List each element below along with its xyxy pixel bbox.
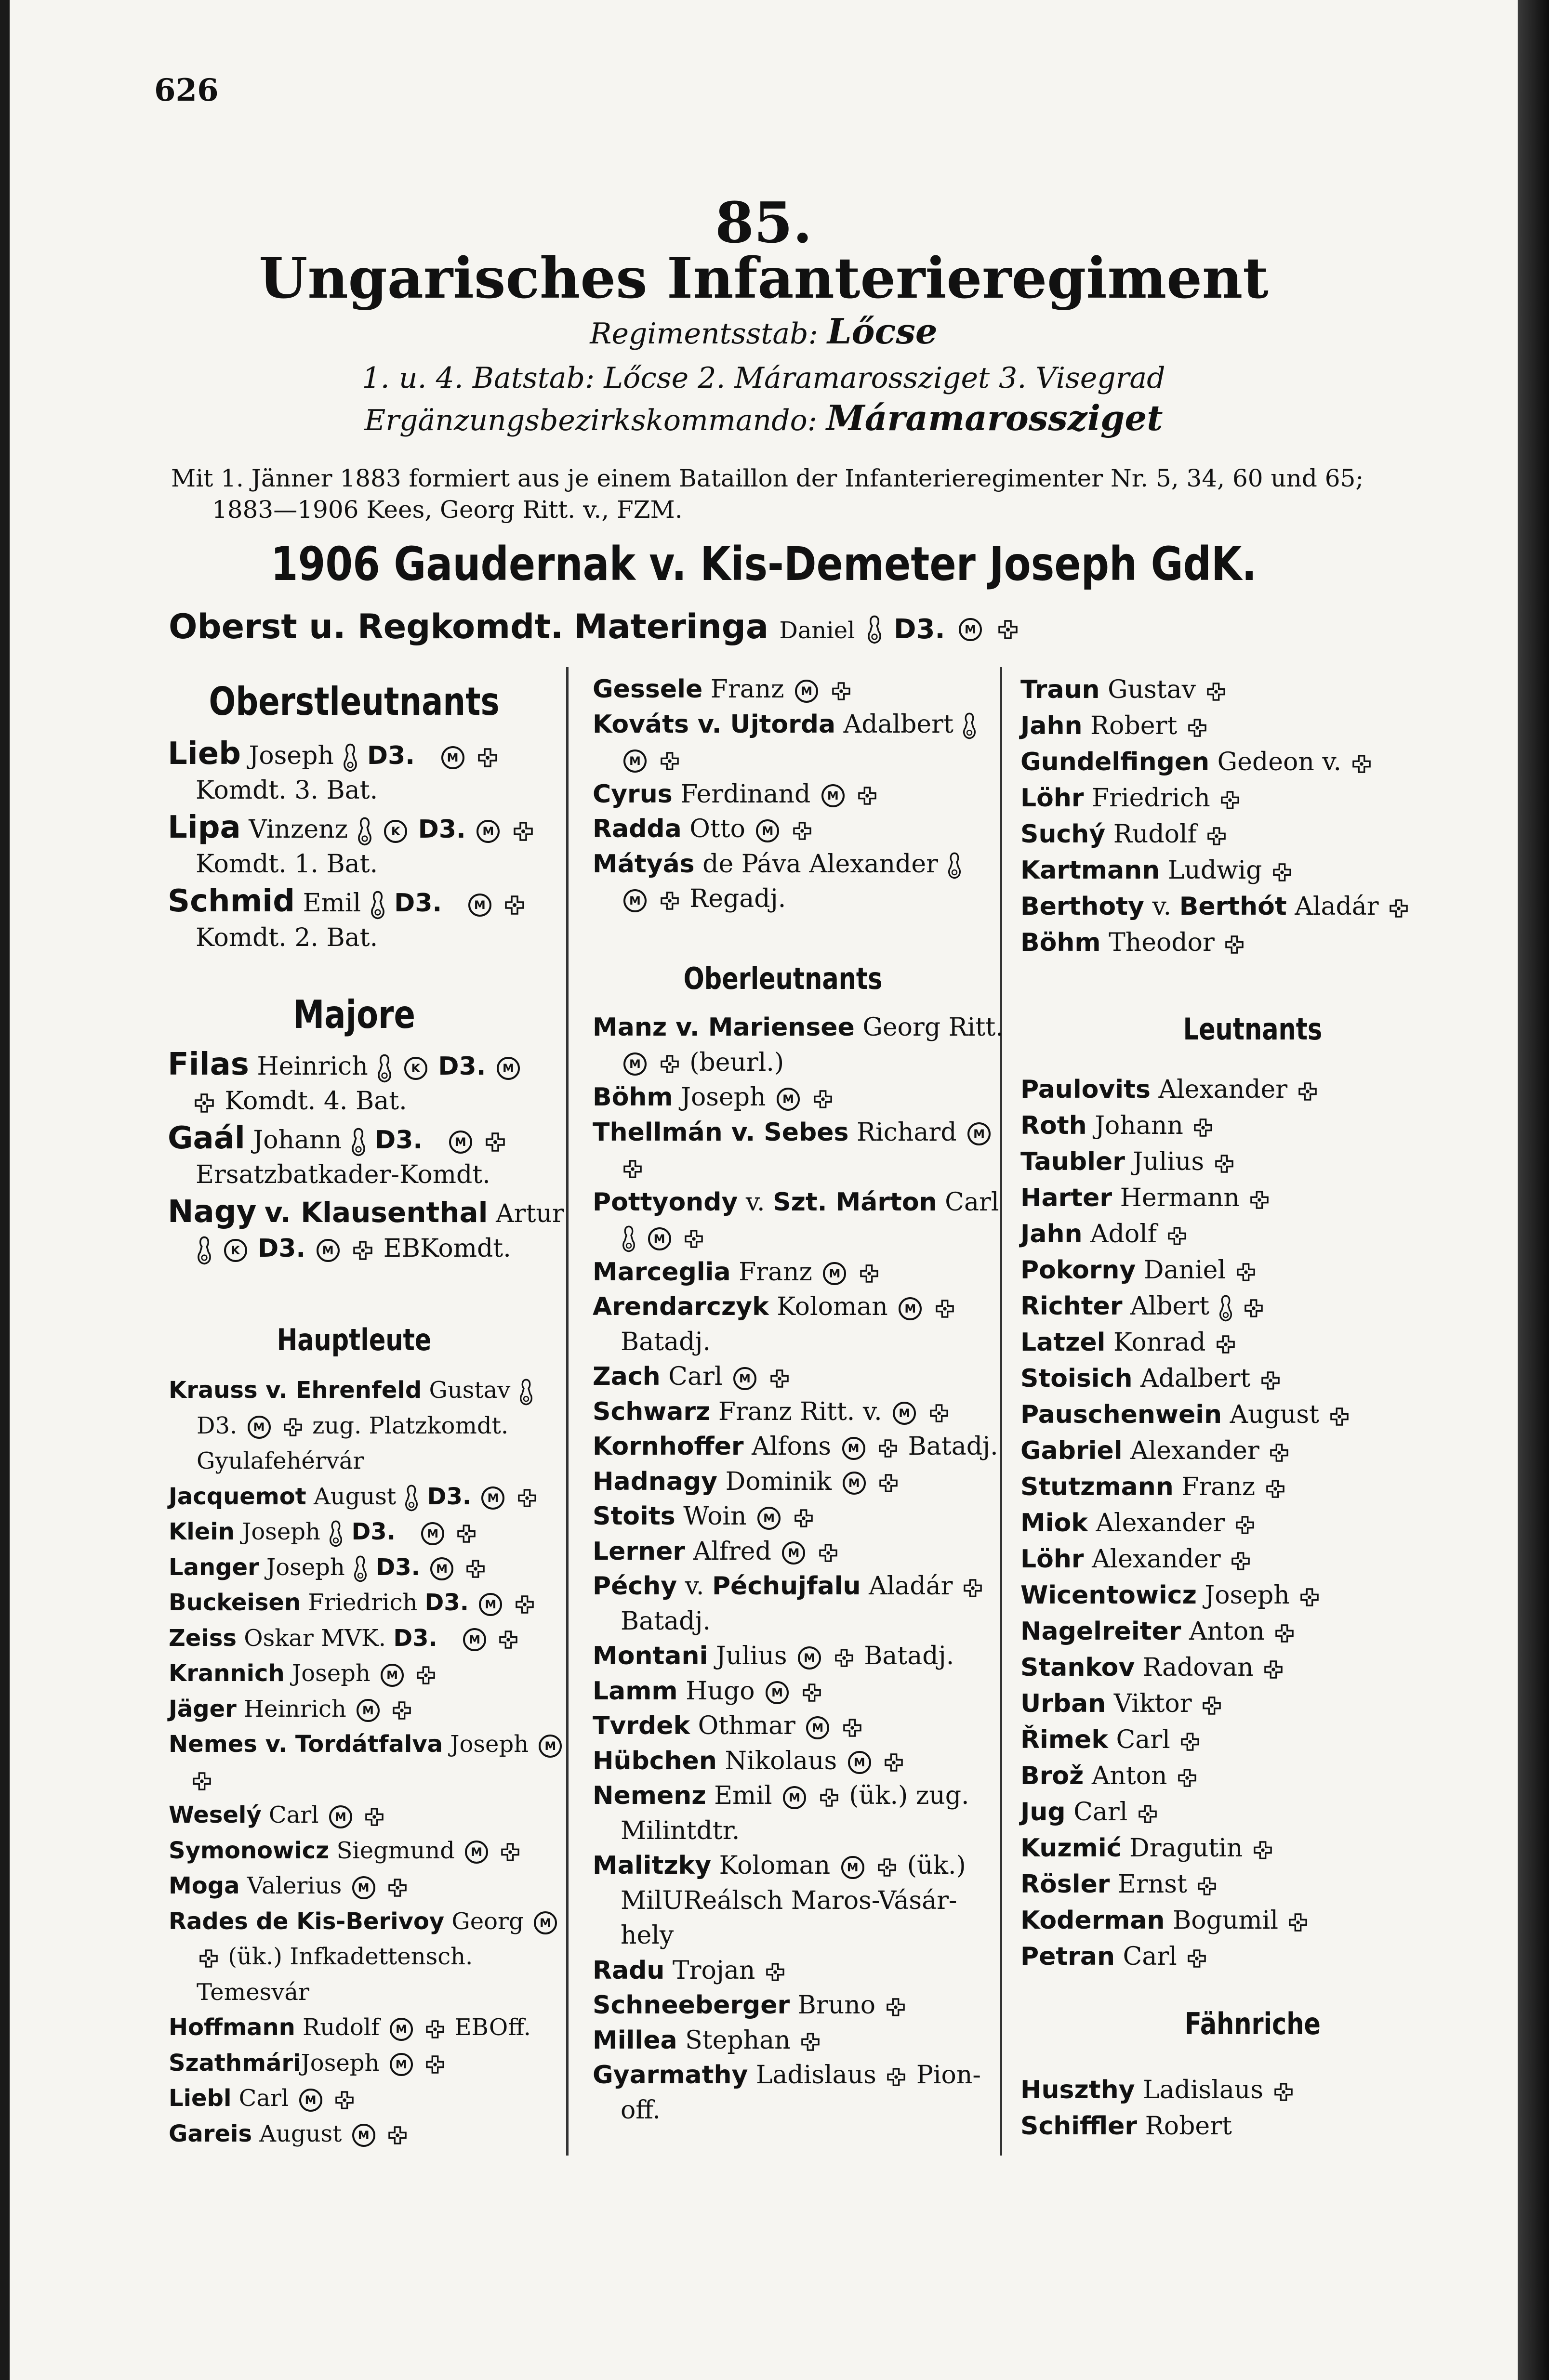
cross-decoration-icon [835,1649,853,1667]
m-medal-icon: M [733,1367,756,1390]
list-item: Gabriel Alexander [1020,1433,1502,1469]
list-item: Paulovits Alexander [1020,1072,1502,1108]
list-item: Suchý Rudolf [1020,816,1502,853]
list-item: Zach Carl M [593,1359,997,1394]
list-item: Löhr Friedrich [1020,780,1502,816]
cross-decoration-icon [335,2091,354,2109]
m-medal-icon: M [352,2124,375,2147]
ribbon-decoration-icon [328,1520,344,1548]
cross-decoration-icon [417,1666,435,1684]
list-item: Gyarmathy Ladislaus Pion- [593,2061,981,2090]
m-medal-icon: M [317,1239,340,1262]
m-medal-icon: M [299,2089,322,2112]
ribbon-decoration-icon [350,1127,367,1157]
m-medal-icon: M [497,1057,520,1080]
list-item: Schmid Emil D3. M [168,882,563,920]
cross-decoration-icon [832,682,850,700]
cross-decoration-icon [1264,1660,1283,1679]
ribbon-decoration-icon [196,1236,213,1265]
m-medal-icon: M [795,680,818,703]
cross-decoration-icon [964,1579,982,1597]
ribbon-decoration-icon [866,615,883,644]
m-medal-icon: M [841,1856,864,1879]
list-item: Lerner Alfred M [593,1534,997,1569]
column-divider-1 [566,667,569,2156]
m-medal-icon: M [463,1628,486,1651]
cross-decoration-icon [388,2126,407,2144]
list-item: Kornhoffer Alfons M Batadj. [593,1432,998,1461]
list-item-detail: M Regadj. [593,881,997,917]
cross-decoration-icon [516,1595,534,1614]
list-item: Cyrus Ferdinand M [593,777,997,812]
list-item: Lamm Hugo M [593,1674,997,1709]
cross-decoration-icon [814,1090,832,1108]
list-item-detail: M (beurl.) [593,1045,997,1080]
m-medal-icon: M [381,1664,404,1687]
oberst-name: Materinga [574,607,769,646]
cross-decoration-icon [661,1055,679,1073]
cross-decoration-icon [998,620,1018,639]
faehnriche-list [1020,2072,1502,2144]
ribbon-decoration-icon [369,890,386,920]
list-item: Traun Gustav [1020,672,1502,708]
m-medal-icon: M [623,750,647,773]
cross-decoration-icon [1168,1227,1186,1245]
list-item: Richter Albert [1020,1289,1502,1325]
cross-decoration-icon [661,752,679,770]
m-medal-icon: M [468,894,491,917]
col3-oberleutnants-list [1020,672,1502,961]
m-medal-icon: M [959,618,982,641]
ribbon-decoration-icon [946,852,963,880]
ergaenzung-line [10,397,1518,438]
list-item: Pauschenwein August [1020,1397,1502,1433]
m-medal-icon: M [421,1522,444,1545]
cross-decoration-icon [936,1300,954,1318]
list-item: Manz v. Mariensee Georg Ritt. [593,1013,1004,1042]
cross-decoration-icon [661,892,679,910]
cross-decoration-icon [879,1439,897,1458]
m-medal-icon: M [357,1699,380,1722]
cross-decoration-icon [1215,1155,1233,1173]
document-page [10,0,1518,2380]
list-item: Latzel Konrad [1020,1325,1502,1361]
cross-decoration-icon [1266,1480,1284,1498]
m-medal-icon: M [783,1786,806,1809]
m-medal-icon: M [329,1805,352,1828]
cross-decoration-icon [1194,1118,1212,1137]
cross-decoration-icon [1270,1444,1288,1462]
m-medal-icon: M [477,820,500,843]
ribbon-decoration-icon [352,1555,369,1583]
heading-faehnriche: Fähnriche [1185,2006,1321,2041]
battalion-staff-line: 1. u. 4. Batstab: Lőcse 2. Máramarossziget 3. Visegrad [362,361,1165,395]
cross-decoration-icon [879,1474,898,1492]
list-item: Weselý Carl M [169,1798,564,1833]
list-item: Gundelfingen Gedeon v. [1020,744,1502,780]
majore-list [168,1045,563,1266]
m-medal-icon: M [782,1541,805,1565]
list-item: Stankov Radovan [1020,1650,1502,1686]
list-item: Rösler Ernst [1020,1867,1502,1903]
m-medal-icon: M [967,1122,991,1145]
cross-decoration-icon [887,1998,905,2016]
list-item-detail: D3. M zug. Platzkomdt. [197,1412,509,1439]
list-item-detail: Komdt. 1. Bat. [196,850,378,879]
list-item: Petran Carl [1020,1939,1502,1975]
cross-decoration-icon [685,1230,703,1248]
list-item: Řimek Carl [1020,1722,1502,1758]
cross-decoration-icon [1289,1913,1307,1932]
cross-decoration-icon [393,1701,411,1720]
ribbon-decoration-icon [403,1484,420,1512]
list-item-detail: K D3. M EBKomdt. [168,1231,563,1266]
list-item: Moga Valerius M [169,1868,564,1904]
oberst-firstname: Daniel [779,617,855,644]
list-item-detail [593,1150,997,1185]
cross-decoration-icon [1274,2083,1293,2101]
cross-decoration-icon [486,1132,505,1152]
list-item: Stoisich Adalbert [1020,1361,1502,1397]
list-item: Mátyás de Páva Alexander [593,847,997,882]
cross-decoration-icon [766,1963,784,1981]
cross-decoration-icon [1250,1191,1269,1209]
m-medal-icon: M [248,1416,271,1439]
cross-decoration-icon [499,1630,517,1649]
list-item-detail: Ersatzbatkader-Komdt. [196,1160,490,1189]
m-medal-icon: M [823,1262,846,1285]
list-item: Wicentowicz Joseph [1020,1578,1502,1614]
list-item: Harter Hermann [1020,1180,1502,1216]
list-item: Jug Carl [1020,1794,1502,1830]
cross-decoration-icon [1275,1624,1294,1643]
list-item-detail: Komdt. 4. Bat. [168,1084,563,1119]
regiment-inhaber: 1906 Gaudernak v. Kis-Demeter Joseph GdK. [270,537,1257,591]
cross-decoration-icon [426,2055,444,2074]
list-item: Huszthy Ladislaus [1020,2072,1502,2108]
list-item: Koderman Bogumil [1020,1903,1502,1939]
list-item: Urban Viktor [1020,1686,1502,1722]
cross-decoration-icon [353,1241,372,1260]
m-medal-icon: M [806,1716,829,1739]
list-item-detail: (ük.) Infkadettensch. [169,1939,564,1975]
list-item: Nemes v. Tordátfalva Joseph M [169,1727,564,1762]
list-item-detail: Batadj. [621,1606,711,1636]
ribbon-decoration-icon [376,1053,393,1083]
cross-decoration-icon [1207,683,1225,701]
cross-decoration-icon [505,895,524,915]
list-item: Malitzky Koloman M (ük.) [593,1851,966,1880]
list-item: Zeiss Oskar MVK. D3. M [169,1621,564,1657]
cross-decoration-icon [426,2020,444,2038]
cross-decoration-icon [1236,1516,1254,1534]
m-medal-icon: M [441,746,464,769]
list-item: Brož Anton [1020,1758,1502,1794]
page-number: 626 [154,72,219,108]
cross-decoration-icon [1188,719,1206,737]
cross-decoration-icon [195,1093,214,1113]
cross-decoration-icon [819,1544,837,1562]
m-medal-icon: M [848,1751,871,1774]
cross-decoration-icon [878,1858,896,1877]
list-item: Böhm Joseph M [593,1080,997,1115]
cross-decoration-icon [1298,1082,1317,1101]
list-item: Gessele Franz M [593,672,997,707]
cross-decoration-icon [365,1808,384,1826]
cross-decoration-icon [803,1683,821,1702]
cross-decoration-icon [284,1418,302,1436]
list-item-detail: MilUReálsch Maros-Vásár- [621,1886,957,1915]
m-medal-icon: M [390,2018,413,2041]
cross-decoration-icon [860,1264,878,1283]
list-item: Radu Trojan [593,1953,997,1988]
list-item-detail: Komdt. 3. Bat. [196,776,378,805]
m-medal-icon: M [390,2053,413,2076]
oberst-d3: D3. [893,614,945,645]
history-line-2: 1883—1906 Kees, Georg Ritt. v., FZM. [212,496,683,524]
cross-decoration-icon [478,748,497,767]
m-medal-icon: M [648,1227,671,1250]
list-item: Pokorny Daniel [1020,1252,1502,1289]
list-item: Nagelreiter Anton [1020,1614,1502,1650]
list-item: Roth Johann [1020,1108,1502,1144]
list-item-detail: off. [621,2095,661,2125]
ergaenzung-label: Ergänzungsbezirkskommando: [364,404,817,437]
col2-list-top [593,672,997,917]
list-item: Schwarz Franz Ritt. v. M [593,1394,997,1430]
m-medal-icon: M [843,1472,866,1495]
cross-decoration-icon [1217,1335,1235,1354]
cross-decoration-icon [1207,827,1226,845]
m-medal-icon: M [821,784,845,807]
heading-leutnants: Leutnants [1183,1012,1323,1047]
list-item-detail: Batadj. [621,1327,711,1356]
list-item: Krannich Joseph M [169,1656,564,1692]
list-item: Rades de Kis-Berivoy Georg M [169,1904,564,1940]
list-item: Klein Joseph D3. M [169,1514,564,1550]
oberleutnants-list [593,1010,1004,2128]
list-item: Miok Alexander [1020,1505,1502,1541]
list-item: Kuzmić Dragutin [1020,1830,1502,1867]
list-item-detail [169,1762,564,1798]
list-item: Tvrdek Othmar M [593,1709,997,1744]
list-item: Taubler Julius [1020,1144,1502,1180]
cross-decoration-icon [388,1879,407,1897]
history-line-1: Mit 1. Jänner 1883 formiert aus je einem Bataillon der Infanterieregimenter Nr. 5, 34, 60 und 65; [171,464,1364,492]
cross-decoration-icon [793,822,811,840]
list-item-detail [593,1220,997,1255]
ribbon-decoration-icon [961,712,978,740]
m-medal-icon: M [623,889,647,912]
m-medal-icon: M [534,1911,557,1934]
cross-decoration-icon [1203,1696,1221,1715]
leutnants-list [1020,1072,1502,1975]
m-medal-icon: M [430,1557,453,1580]
list-item: SzathmáriJoseph M [169,2046,564,2081]
cross-decoration-icon [457,1525,476,1543]
m-medal-icon: M [899,1297,922,1320]
list-item-detail: Milintdtr. [621,1816,740,1845]
list-item: Filas Heinrich K D3. M [168,1045,563,1084]
cross-decoration-icon [820,1788,838,1807]
regiment-title: Ungarisches Infanterieregiment [259,246,1269,311]
oberst-label: Oberst u. Regkomdt. [169,607,564,646]
cross-decoration-icon [843,1719,861,1737]
m-medal-icon: M [479,1593,502,1616]
cross-decoration-icon [1330,1407,1349,1426]
list-item: Montani Julius M Batadj. [593,1642,954,1670]
list-item: Radda Otto M [593,812,997,847]
scan-edge [1518,0,1549,2380]
list-item-detail: Komdt. 2. Bat. [196,923,378,952]
ribbon-decoration-icon [356,816,373,846]
regiment-number: 85. [715,190,812,256]
list-item: Nemenz Emil M (ük.) zug. [593,1781,969,1810]
m-medal-icon: M [842,1437,865,1460]
cross-decoration-icon [1261,1371,1280,1390]
m-medal-icon: M [465,1841,488,1864]
cross-decoration-icon [518,1489,536,1507]
cross-decoration-icon [1254,1841,1272,1859]
list-item: Thellmán v. Sebes Richard M [593,1115,997,1150]
cross-decoration-icon [930,1404,948,1422]
m-medal-icon: M [757,1507,781,1530]
heading-oberleutnants: Oberleutnants [683,961,883,996]
list-item: Jahn Adolf [1020,1216,1502,1252]
ribbon-decoration-icon [621,1225,637,1253]
k-medal-icon: K [224,1239,247,1262]
list-item: Pottyondy v. Szt. Márton Carl [593,1187,999,1217]
cross-decoration-icon [501,1843,519,1861]
m-medal-icon: M [352,1876,375,1899]
cross-decoration-icon [1300,1588,1319,1606]
list-item: Lieb Joseph D3. M [168,735,563,773]
regimentsstab-line [10,311,1518,352]
cross-decoration-icon [1139,1805,1157,1823]
oberstleutnants-list [168,735,563,956]
list-item-detail: Temesvár [197,1978,309,2006]
cross-decoration-icon [1225,935,1244,954]
ribbon-decoration-icon [1218,1294,1234,1322]
list-item: Hadnagy Dominik M [593,1464,997,1499]
m-medal-icon: M [766,1681,789,1704]
hauptleute-list [169,1373,564,2152]
list-item-detail: Gyulafehérvár [197,1447,364,1474]
list-item: Hoffmann Rudolf M EBOff. [169,2014,531,2041]
ergaenzung-value: Máramarossziget [826,397,1163,438]
list-item: Kováts v. Ujtorda Adalbert [593,707,997,742]
cross-decoration-icon [794,1509,813,1527]
cross-decoration-icon [1352,755,1371,773]
cross-decoration-icon [1188,1949,1206,1968]
list-item: Krauss v. Ehrenfeld Gustav [169,1373,564,1408]
cross-decoration-icon [1198,1877,1216,1895]
list-item: Jahn Robert [1020,708,1502,744]
cross-decoration-icon [1221,791,1239,809]
list-item-detail: hely [621,1921,674,1950]
list-item-detail [593,742,997,777]
list-item: Péchy v. Péchujfalu Aladár [593,1569,997,1604]
heading-hauptleute: Hauptleute [277,1322,432,1357]
list-item: Jäger Heinrich M [169,1692,564,1727]
cross-decoration-icon [770,1369,789,1388]
cross-decoration-icon [1390,899,1408,918]
k-medal-icon: K [404,1057,427,1080]
cross-decoration-icon [1181,1733,1199,1751]
oberst-line [169,607,1020,646]
cross-decoration-icon [801,2033,820,2051]
list-item: Lipa Vinzenz K D3. M [168,808,563,847]
list-item: Marceglia Franz M [593,1255,997,1290]
list-item: Stoits Woin M [593,1499,997,1534]
list-item: Arendarczyk Koloman M [593,1289,997,1325]
m-medal-icon: M [623,1052,647,1076]
list-item: Schneeberger Bruno [593,1988,997,2023]
list-item: Hübchen Nikolaus M [593,1744,997,1779]
m-medal-icon: M [798,1646,821,1670]
k-medal-icon: K [384,820,407,843]
list-item: Stutzmann Franz [1020,1469,1502,1505]
list-item: Nagy v. Klausenthal Artur [168,1194,564,1230]
list-item: Gareis August M [169,2117,564,2152]
m-medal-icon: M [481,1486,504,1510]
cross-decoration-icon [1273,863,1291,881]
ribbon-decoration-icon [342,743,359,773]
cross-decoration-icon [623,1160,642,1178]
cross-decoration-icon [1237,1263,1255,1281]
cross-decoration-icon [1231,1552,1250,1570]
cross-decoration-icon [885,1753,903,1772]
ribbon-decoration-icon [518,1378,534,1406]
cross-decoration-icon [1244,1299,1263,1317]
m-medal-icon: M [893,1402,916,1425]
cross-decoration-icon [193,1772,211,1790]
cross-decoration-icon [1178,1769,1196,1787]
list-item: Symonowicz Siegmund M [169,1833,564,1869]
list-item: Liebl Carl M [169,2081,564,2117]
heading-majore: Majore [293,992,415,1037]
list-item: Böhm Theodor [1020,925,1502,961]
list-item: Jacquemot August D3. M [169,1479,564,1515]
heading-oberstleutnants: Oberstleutnants [209,679,500,724]
list-item: Langer Joseph D3. M [169,1550,564,1586]
m-medal-icon: M [777,1088,800,1111]
m-medal-icon: M [539,1735,562,1758]
staff-label: Regimentsstab: [590,317,818,351]
list-item: Schiffler Robert [1020,2112,1232,2141]
column-divider-2 [1000,667,1002,2156]
cross-decoration-icon [466,1560,485,1578]
m-medal-icon: M [756,819,779,842]
cross-decoration-icon [887,2068,905,2086]
cross-decoration-icon [858,787,876,805]
cross-decoration-icon [514,822,533,841]
list-item: Berthoty v. Berthót Aladár [1020,889,1502,925]
staff-value: Lőcse [827,311,938,352]
cross-decoration-icon [199,1949,218,1968]
list-item: Buckeisen Friedrich D3. M [169,1585,564,1621]
m-medal-icon: M [449,1131,472,1154]
list-item: Löhr Alexander [1020,1541,1502,1578]
list-item: Kartmann Ludwig [1020,853,1502,889]
list-item: Gaál Johann D3. M [168,1119,563,1157]
list-item: Millea Stephan [593,2023,997,2058]
